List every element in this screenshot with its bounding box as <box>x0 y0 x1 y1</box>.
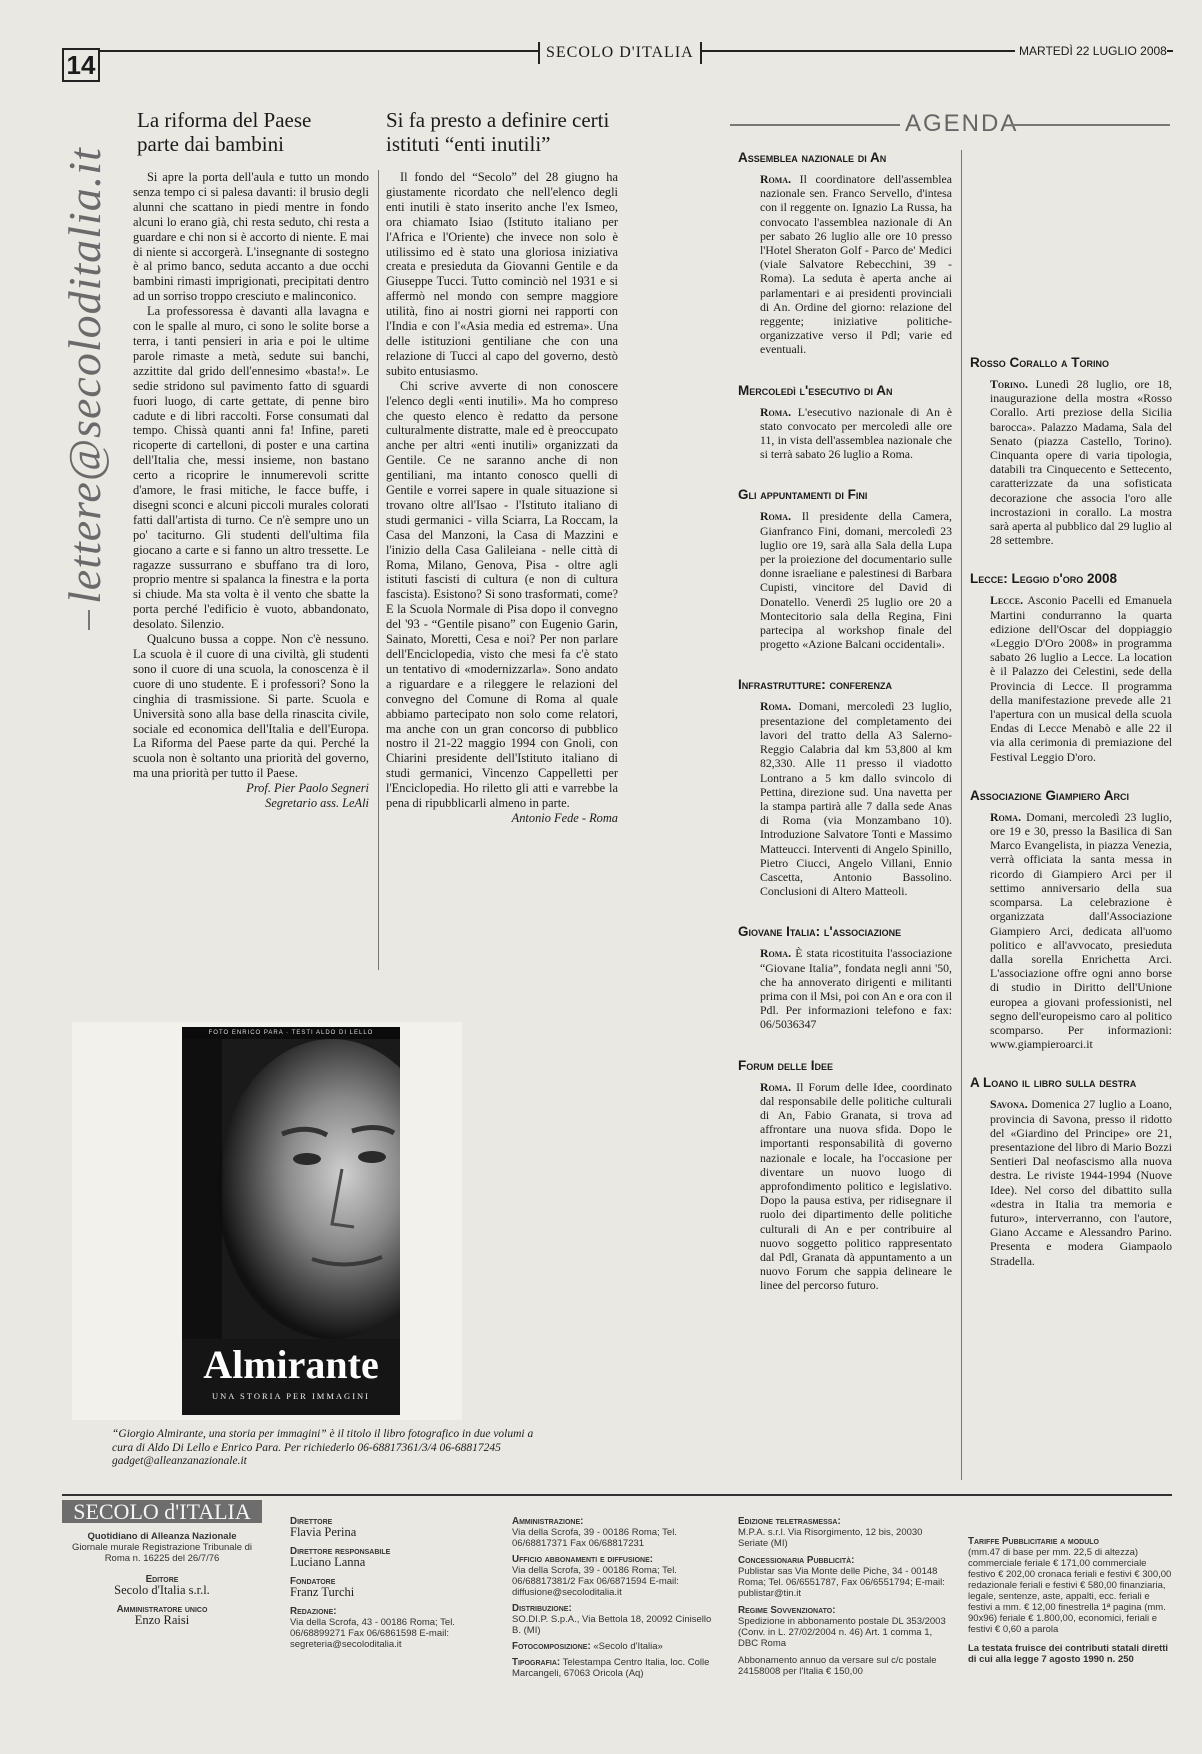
article2-body <box>386 170 618 826</box>
footer-label: Redazione: <box>290 1606 337 1617</box>
footer-direttore: Flavia Perina <box>290 1525 357 1539</box>
article2-title: Si fa presto a definire certi istituti “enti inutili” <box>386 108 610 156</box>
footer-fondatore: Franz Turchi <box>290 1585 355 1599</box>
article1-title: La riforma del Paese parte dai bambini <box>137 108 312 156</box>
agenda-body: Il Forum delle Idee, coordinato dal responsabile delle politiche culturali di An, Fabio Granata, si trova ad affrontare una nuova sfida. Dopo le importanti responsabilità di governo nazionale e locale, ha l'occasione per diventare un nuovo luogo di approfondimento politico e legislativo. Dopo la pausa estiva, per ridisegnare il ruolo dei dipartimento delle politiche culturali di An e per contribuire al nuovo soggetto politico rappresentato dal Pdl, Granata dà appuntamento a un nuovo Forum che sappia delineare le linee del percorso futuro. <box>760 1079 952 1293</box>
agenda-body: L'esecutivo nazionale di An è stato convocato per mercoledì alle ore 11, in vista dell'assemblea nazionale che si terrà sabato 26 luglio a Roma. <box>760 404 952 462</box>
agenda-column-right <box>970 355 1172 1268</box>
footer-label: Tipografia: <box>512 1657 561 1668</box>
footer-logo-text: SECOLO d'ITALIA <box>73 1499 251 1524</box>
agenda-item <box>970 355 1172 547</box>
footer-label: Regime Sovvenzionato: <box>738 1605 836 1616</box>
footer-label: Concessionaria Pubblicità: <box>738 1555 855 1566</box>
footer-col-5 <box>968 1536 1172 1665</box>
agenda-lead: Roma. <box>760 509 792 524</box>
agenda-item <box>738 677 952 898</box>
article1-paragraph: Qualcuno bussa a coppe. Non c'è nessuno. La scuola è il cuore di una civiltà, gli studenti sono il cuore di una scuola, la conoscenza è il cuore di uno studente. E i professori? Sono la cinghia di trasmissione. Si parte. Scuola e Università sono alla base della rinascita civile, sociale ed economica dell'Italia e dell'Europa. La Riforma del Paese parte da qui. Perché la scuola non è soltanto una priorità del governo, ma una priorità per tutto il Paese. <box>133 632 369 781</box>
agenda-text <box>738 1080 952 1293</box>
agenda-body: Asconio Pacelli ed Emanuela Martini condurranno la quarta edizione dell'Oscar del doppiaggio «Leggio D'Oro 2008» in programma sabato 26 luglio a Lecce. La location è il Palazzo dei Celestini, sede della Provincia di Lecce. Il programma della manifestazione prevede alle 21 l'apertura con un musical della scuola Endas di Lecce Menabò e alle 22 il via alla cerimonia di premiazione del Festival Leggio D'oro. <box>990 593 1172 764</box>
article1-signature: Prof. Pier Paolo Segneri <box>246 781 369 796</box>
agenda-body: Lunedì 28 luglio, ore 18, inaugurazione della mostra «Rosso Corallo. Arti preziose della Sicilia barocca». Palazzo Madama, Sala del Senato (piazza Castello, Torino). Cinquanta opere di varia tipologia, databili tra Cinquecento e Settecento, caratterizzate da una sofisticata decorazione che associa l'oro alle incrostazioni in corallo. La mostra sarà aperta al pubblico dal 29 luglio al 28 settembre. <box>990 377 1173 548</box>
agenda-item <box>738 924 952 1031</box>
footer-edizione: M.P.A. s.r.l. Via Risorgimento, 12 bis, 20030 Seriate (MI) <box>738 1527 923 1549</box>
agenda-title: AGENDA <box>905 110 1019 137</box>
footer-editore: Secolo d'Italia s.r.l. <box>114 1583 210 1597</box>
column-divider <box>378 170 379 970</box>
agenda-body: Domani, mercoledì 23 luglio, ore 19 e 30, presso la Basilica di San Marco Evangelista, in piazza Venezia, verrà officiata la santa messa in ricordo di Giampiero Arci per il settimo anniversario della sua scomparsa. La celebrazione è organizzata dall'Associazione Giampiero Arci, dedicata all'uomo politico e all'avvocato, presieduta dalla sorella Enrichetta Arci. L'associazione offre ogni anno borse di studio in Diritto dell'Unione europea a giovani professionisti, nel segno dell'europeismo caro al politico scomparso. Per informazioni: www.giampieroarci.it <box>990 809 1172 1052</box>
footer-logo-sub2: Giornale murale Registrazione Tribunale di Roma n. 16225 del 26/7/76 <box>71 1542 253 1564</box>
footer-label: Edizione teletrasmessa: <box>738 1516 841 1527</box>
footer-label: Direttore responsabile <box>290 1546 391 1557</box>
article1-signature-role: Segretario ass. LeAli <box>265 796 369 811</box>
vertical-email <box>58 90 114 630</box>
footer-col-1 <box>62 1500 262 1626</box>
agenda-divider <box>961 150 962 1480</box>
agenda-lead: Roma. <box>760 699 792 714</box>
agenda-text <box>738 405 952 462</box>
article1-paragraph: Si apre la porta dell'aula e tutto un mondo senza tempo ci si palesa davanti: il brusio degli alunni che scattano in piedi mentre in fondo alcuni lo erano già, chi resta seduto, chi resta a guardare e chi non si è accorto di niente. E mai di niente si accorgerà. L'insegnante di sostegno è al primo banco, seduta accanto a due occhi bambini rimasti imprigionati, precipitati dentro ad un sorriso troppo cresciuto e malinconico. <box>133 170 369 304</box>
agenda-heading: Rosso Corallo a Torino <box>970 355 1109 370</box>
book-top-banner: FOTO ENRICO PARA · TESTI ALDO DI LELLO <box>182 1027 400 1039</box>
footer-col-3 <box>512 1516 722 1679</box>
footer-redazione: Via della Scrofa, 43 - 00186 Roma; Tel. 06/68899271 Fax 06/6861598 E-mail: segreteria@secoloditalia.it <box>290 1617 455 1650</box>
agenda-body: Il coordinatore dell'assemblea nazionale sen. Franco Servello, d'intesa con il reggente on. Ignazio La Russa, ha convocato l'assemblea nazionale di An per sabato 26 luglio alle ore 10 presso l'Hotel Sheraton Golf - Parco de' Medici (viale Salvatore Rebecchini, 39 - Roma). La seduta è aperta anche ai parlamentari e ai presidenti provinciali di An. Ordine del giorno: relazione del reggente; iniziative politiche-organizzative verso il Pdl; varie ed eventuali. <box>760 172 952 357</box>
agenda-body: È stata ricostituita l'associazione “Giovane Italia”, fondata negli anni '50, che ha annoverato dirigenti e militanti prima con il Msi, poi con An e ora con il Pdl. Per informazioni telefono e fax: 06/5036347 <box>760 946 952 1032</box>
footer-ufficio: Via della Scrofa, 39 - 00186 Roma; Tel. 06/68817381/2 Fax 06/6871594 E-mail: diffusione@secoloditalia.it <box>512 1565 679 1598</box>
agenda-heading: Mercoledì l'esecutivo di An <box>738 382 893 398</box>
footer-testata-note: La testata fruisce dei contributi statali diretti di cui alla legge 7 agosto 1990 n. 250 <box>968 1643 1169 1665</box>
agenda-lead: Roma. <box>760 404 792 419</box>
agenda-heading: Lecce: Leggio d'oro 2008 <box>970 571 1117 587</box>
agenda-text <box>738 946 952 1031</box>
footer-label: Fondatore <box>290 1576 336 1587</box>
agenda-heading: Gli appuntamenti di Fini <box>738 487 868 503</box>
footer-tipografia-block <box>512 1657 722 1679</box>
footer-label: Fotocomposizione: <box>512 1641 591 1652</box>
book-subtitle: UNA STORIA PER IMMAGINI <box>211 1391 370 1401</box>
article2-paragraph: Chi scrive avverte di non conoscere l'elenco degli «enti inutili». Ma ho compreso che questo elenco è redatto da persone culturalmente distratte, male ed è preoccupato anche per altri «enti inutili» organizzati da Gentile. Ce ne saranno anche di non gentiliani, ma intanto conosco quelli di Gentile e vorrei sapere in quale situazione si trovano oltre all'Isao - l'Istituto italiano di studi germanici - villa Sciarra, La Roccam, la Casa del Manzoni, la Casa di Mazzini e l'inizio della Casa Galileiana - nelle città di Roma, Milano, Genova, Pisa - oltre agli istituti fascisti di cultura (e non di cultura fascista). Esistono? Si sono trasformati, come? E la Scuola Normale di Pisa dopo il convegno del '93 - “Gentile pisano” con Eugenio Garin, Sainato, Moretti, Cesa e noi? Per non parlare dell'Enciclopedia, visto che mesi fa c'è stato un tentativo di «modernizzarla». Sono andato a riguardare e a rileggere le relazioni del convegno del Comune di Roma al quale abbiamo partecipato non solo come relatori, ma anche con un gran concorso di pubblico nostro il 21-22 maggio 1994 con Gnoli, con Chiarini presidente dell'Istituto italiano di studi germanici, Vincenzo Cappelletti per l'Enciclopedia. Ho riletto gli atti e varrebbe la pena di ripubblicarli almeno in parte. <box>386 378 618 811</box>
agenda-body: Il presidente della Camera, Gianfranco Fini, domani, mercoledì 23 luglio ore 19, sarà alla Sala della Lupa per la proiezione del documentario sulle donne israeliane e palestinesi di Barbara Cupisti, vincitore del David di Donatello. Venerdì 25 luglio ore 20 a Montecitorio sala della Regina, Fini partecipa al workshop finale del progetto «Azione Balcani occidentali». <box>760 509 952 652</box>
footer-label: Amministrazione: <box>512 1516 584 1527</box>
agenda-lead: Roma. <box>760 946 792 961</box>
article1-body <box>133 170 369 811</box>
agenda-text <box>738 699 952 898</box>
article2-paragraph: Il fondo del “Secolo” del 28 giugno ha giustamente ricordato che nell'elenco degli enti inutili è stato inserito anche l'ex Ismeo, ora chiamato Isiao (Istituto italiano per l'Africa e l'Oriente) che invece non solo è utilissimo ed è stato una gloriosa iniziativa creata e presieduta da Giovanni Gentile e da Giuseppe Tucci. Tutto cominciò nel 1931 e si affermò nel mondo con sempre maggiore utilità, fino ai nostri giorni nei rapporti con l'India e con l'«Asia media ed estrema». Una delle istituzioni gentiliane che con una relazione di Tucci al capo del governo, destò subito entusiasmo. <box>386 170 618 378</box>
agenda-item <box>970 571 1172 763</box>
footer-col-4 <box>738 1516 950 1677</box>
agenda-heading: Giovane Italia: l'associazione <box>738 924 902 940</box>
footer-fotocomposizione: «Secolo d'Italia» <box>593 1641 663 1652</box>
agenda-item <box>970 788 1172 1051</box>
agenda-item <box>970 1075 1172 1267</box>
agenda-text <box>970 1097 1172 1267</box>
agenda-lead: Savona. <box>990 1097 1028 1112</box>
footer-distribuzione: SO.DI.P. S.p.A., Via Bettola 18, 20092 Cinisello B. (MI) <box>512 1614 712 1636</box>
agenda-lead: Lecce. <box>990 593 1024 608</box>
footer-dir-resp: Luciano Lanna <box>290 1555 366 1569</box>
agenda-rule-right <box>1010 124 1170 126</box>
agenda-text <box>738 509 952 651</box>
masthead-text: SECOLO D'ITALIA <box>546 44 694 61</box>
agenda-rule-left <box>730 124 900 126</box>
footer-tipografia: Telestampa Centro Italia, loc. Colle Marcangeli, 67063 Oricola (Aq) <box>512 1657 710 1679</box>
footer-label: Editore <box>145 1574 179 1585</box>
book-cover-photo <box>182 1027 400 1415</box>
agenda-item <box>738 383 952 462</box>
agenda-item <box>738 150 952 357</box>
agenda-heading: Assemblea nazionale di An <box>738 150 887 165</box>
footer-label: Tariffe Pubblicitarie a modulo <box>968 1536 1099 1547</box>
agenda-item <box>738 487 952 651</box>
agenda-body: Domani, mercoledì 23 luglio, presentazione del completamento dei lavori del tratto della A3 Salerno-Reggio Calabria dal km 53,800 al km 82,330. Alle 11 presso il viadotto Lontrano a 5 km dallo svincolo di Pettina, direzione sud. Una navetta per la stampa partirà alle 7 dalla sede Anas di Roma (via Monzambano 10). Introduzione Salvatore Tonti e Massimo Matteucci. Interventi di Angelo Spinillo, Pietro Ciucci, Angelo Villani, Ennio Cascetta, Antonio Bassolino. Conclusioni di Altero Matteoli. <box>760 699 952 899</box>
agenda-text <box>970 810 1172 1051</box>
agenda-text <box>738 172 952 357</box>
page-number: 14 <box>62 48 100 82</box>
agenda-lead: Roma. <box>760 172 792 186</box>
agenda-lead: Roma. <box>760 1079 792 1094</box>
agenda-heading: Forum delle Idee <box>738 1057 834 1073</box>
footer-logo <box>62 1500 262 1523</box>
footer-label: Direttore <box>290 1516 333 1527</box>
agenda-text <box>970 377 1172 547</box>
footer-abbonamento: Abbonamento annuo da versare sul c/c postale 24158008 per l'Italia € 150,00 <box>738 1655 937 1677</box>
article2-signature: Antonio Fede - Roma <box>511 810 618 825</box>
footer-tariffe: (mm.47 di base per mm. 22,5 di altezza) commerciale feriale € 171,00 commerciale festivo € 202,00 cronaca feriali e festivi € 300,00 redazionale feriali e festivi € 580,00 finanziaria, legale, sentenze, aste, appalti, ecc. feriali e festivi a mm. € 12,00 finestrella 1ª pagina (mm. 90x96) feriale € 1.800,00, economici, feriali e festivi € 0,60 a parola <box>968 1547 1172 1635</box>
footer-label: Ufficio abbonamenti e diffusione: <box>512 1554 653 1565</box>
footer-concessionaria: Publistar sas Via Monte delle Piche, 34 - 00148 Roma; Tel. 06/6551787, Fax 06/6551794; E-mail: publistar@tin.it <box>738 1566 945 1599</box>
footer-col-2 <box>290 1516 490 1650</box>
agenda-text <box>970 593 1172 763</box>
email-text: lettere@secoloditalia.it <box>59 147 110 604</box>
article1-paragraph: La professoressa è davanti alla lavagna e con le spalle al muro, ci sono le solite borse a terra, i tanti pensieri in aria e poi le ultime parole rimaste a metà, sedute sui banchi, azzittite dal grido dell'ennesimo «basta!». Le sedie stridono sul pavimento fatto di sguardi fuori luogo, di carte gettate, di penne biro cadute e di libri raccolti. Forse consumati dal tempo. Chissà quanti anni fa! Infine, pareti ricoperte di cartelloni, di poster e una cartina dell'Italia che, messi insieme, non bastano certo a ricoprire le innumerevoli scritte d'amore, le frasi mitiche, le facce buffe, i disegni sconci e alcuni piccoli murales colorati fatti dall'artista di turno. Ce n'è sempre uno un po' taciturno. Gli studenti dell'ultima fila giocano a carte e si fanno un altro tressette. Le ragazze sussurrano e sbuffano tra di loro, proprio mentre si spalanca la finestra e la porta si chiude. Ma sta volta è il vento che sbatte la porta perché l'edificio è vuoto, abbandonato, desolato. Silenzio. <box>133 304 369 632</box>
footer-logo-sub: Quotidiano di Alleanza Nazionale <box>87 1531 237 1542</box>
agenda-column-left <box>738 150 952 1293</box>
photo-caption: “Giorgio Almirante, una storia per immagini” è il titolo il libro fotografico in due volumi a cura di Aldo Di Lello e Enrico Para. Per richiederlo 06-68817361/3/4 06-68817245 gadget@alleanzanazionale.it <box>112 1428 534 1467</box>
email-dash <box>88 610 90 630</box>
agenda-heading: Infrastrutture: conferenza <box>738 677 892 693</box>
footer-regime: Spedizione in abbonamento postale DL 353/2003 (Conv. in L. 27/02/2004 n. 46) Art. 1 comma 1, DBC Roma <box>738 1616 946 1649</box>
agenda-body: Domenica 27 luglio a Loano, provincia di Savona, presso il ridotto del «Giardino del Principe» ore 21, presentazione del libro di Mario Bozzi Sentieri Dal neofascismo alla nuova destra. Le riviste 1944-1994 (Nuove Idee). Nel corso del dibattito sulla «destra in Italia tra memoria e futuro», interverranno, con l'autore, Giano Accame e Alessandro Parino. Presenta e modera Giampaolo Stradella. <box>990 1097 1172 1268</box>
footer-label: Amministratore unico <box>116 1604 208 1615</box>
agenda-item <box>738 1058 952 1293</box>
footer-label: Distribuzione: <box>512 1603 572 1614</box>
agenda-lead: Roma. <box>990 809 1022 824</box>
footer-amm: Enzo Raisi <box>134 1613 190 1627</box>
footer-rule <box>62 1494 1172 1496</box>
book-title: Almirante <box>203 1342 379 1387</box>
agenda-heading: Associazione Giampiero Arci <box>970 787 1130 803</box>
agenda-lead: Torino. <box>990 377 1028 391</box>
agenda-heading: A Loano il libro sulla destra <box>970 1075 1137 1091</box>
footer-amministrazione: Via della Scrofa, 39 - 00186 Roma; Tel. 06/68817371 Fax 06/68817231 <box>512 1527 677 1549</box>
issue-date: MARTEDÌ 22 LUGLIO 2008 <box>1015 44 1167 58</box>
portrait-illustration <box>182 1039 400 1339</box>
masthead <box>538 42 702 64</box>
